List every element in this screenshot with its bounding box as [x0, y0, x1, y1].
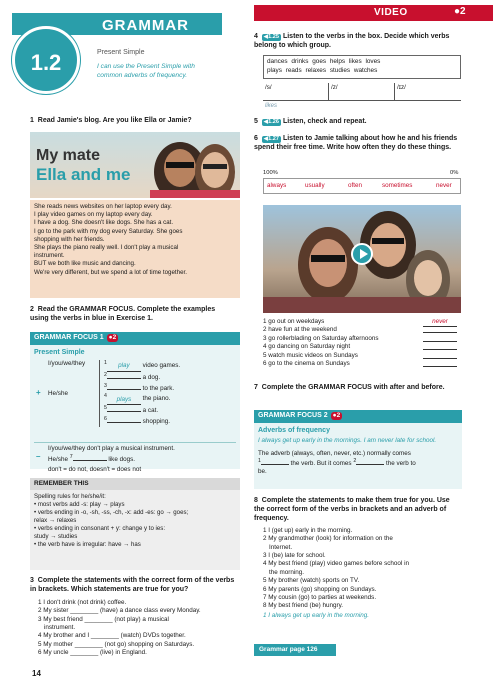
answer-blank[interactable] [107, 422, 141, 423]
list-item: 5 watch music videos on Sundays [263, 352, 463, 360]
exercise-text: Listen to Jamie talking about how he and his friends spend their free time. Write how often they do these things. [254, 135, 458, 152]
grammar-page-link[interactable]: Grammar page 126 [254, 644, 336, 656]
exercise-text: Read the GRAMMAR FOCUS. Complete the examples using the verbs in blue in Exercise 1. [30, 306, 216, 323]
grammar-focus-badge: ●2 [108, 334, 117, 341]
example-word: likes [265, 103, 278, 109]
list-item: 1 I don't drink (not drink) coffee. [38, 599, 127, 606]
remember-line: relax → relaxes [34, 516, 77, 524]
answer-blank[interactable] [73, 460, 107, 461]
list-item: Internet. [269, 543, 293, 551]
answer-example: 1 I always get up early in the morning. [263, 611, 370, 619]
lesson-circle [12, 26, 80, 94]
answer-blank[interactable] [423, 326, 457, 333]
adverb-label: sometimes [382, 182, 413, 189]
list-item: 8 My best friend (be) hungry. [263, 602, 344, 610]
remember-bar: REMEMBER THIS [30, 478, 240, 490]
answer-blank[interactable] [107, 378, 141, 379]
list-item: 5 My mother ________ (not go) shopping on Saturdays. [38, 640, 195, 648]
list-item: 6 go to the cinema on Sundays [263, 360, 463, 368]
lesson-number: 1.2 [30, 50, 62, 75]
blog-line: We're very different, but we spend a lot of time together. [34, 268, 187, 276]
grammar-focus-heading: Adverbs of frequency [258, 427, 330, 434]
exercise-number: 5 [254, 118, 258, 125]
lesson-aim: I can use the Present Simple with common adverbs of frequency. [97, 63, 195, 79]
negative-example-2: He/she $^7$ like dogs. [48, 453, 135, 463]
exercise-number: 1 [30, 117, 34, 124]
list-item: 7 My cousin (go) to parties at weekends. [263, 593, 377, 601]
grammar-rule: The adverb (always, often, never, etc.) normally comes $^1$ the verb. But it comes $^2$ the verb to be. [258, 449, 416, 476]
list-item: the morning. [269, 568, 305, 576]
scale-high-label: 100% [263, 170, 278, 176]
exercise-text: Read Jamie's blog. Are you like Ella or Jamie? [37, 117, 192, 124]
exercise-3 [30, 576, 242, 594]
answer-blank[interactable] [107, 389, 141, 390]
exercise-text: Listen to the verbs in the box. Decide which verbs belong to which group. [254, 33, 450, 50]
answer-blank[interactable] [423, 335, 457, 342]
list-item: 4 My best friend (play) video games before school in [263, 560, 409, 568]
word-box-line: plays reads relaxes studies watches [267, 66, 378, 74]
sound-column-z: /z/ [329, 83, 395, 101]
audio-track-icon[interactable]: ◀1.25 [263, 34, 279, 40]
blog-title-line-1: My mate [36, 147, 101, 164]
adverb-label: never [436, 182, 452, 189]
list-item: 2 My sister ________ (have) a dance class every Monday. [38, 607, 201, 615]
blog-line: She reads news websites on her laptop every day. [34, 203, 172, 210]
exercise-3-items [38, 599, 243, 658]
list-item: 2 have fun at the weekend [263, 326, 463, 334]
sound-column-s: /s/ [263, 83, 329, 101]
blog-title-line-2: Ella and me [36, 165, 131, 184]
subject-i-you: I/you/we/they [48, 360, 86, 368]
blog-line: BUT we both like music and dancing. [34, 260, 136, 268]
blog-line: I play video games on my laptop every day. [34, 211, 153, 219]
blog-line: shopping with her friends. [34, 235, 105, 243]
grammar-example: I always get up early in the mornings. I am never late for school. [258, 437, 437, 445]
word-box [263, 55, 461, 79]
video-badge: ●2 [454, 6, 466, 17]
list-item: 6 My uncle ________ (live) in England. [38, 649, 147, 657]
answer-blank[interactable] [261, 464, 289, 465]
plus-sign: + [36, 388, 41, 398]
focus-row: $^4$ plays the piano. [104, 393, 229, 405]
answer-blank[interactable]: plays [107, 396, 141, 406]
grammar-focus-1-bar [30, 332, 240, 345]
negative-example-1: I/you/we/they don't play a musical instrument. [48, 445, 175, 453]
sound-column-iz: /ɪz/ [397, 84, 406, 91]
blog-line: I have a dog. She doesn't like dogs. She has a cat. [34, 219, 174, 227]
subject-he-she: He/she [48, 390, 68, 398]
grammar-focus-2-box [254, 423, 462, 489]
remember-box [30, 490, 240, 570]
list-item: 4 My brother and I ________ (watch) DVDs together. [38, 632, 186, 640]
adverb-label: always [267, 182, 287, 189]
exercise-8-items [263, 527, 463, 620]
focus-row: $^3$ to the park. [104, 382, 175, 392]
grammar-title: GRAMMAR [102, 17, 189, 34]
answer-blank[interactable] [423, 352, 457, 359]
answer-blank[interactable] [423, 343, 457, 350]
answer-blank[interactable]: never [423, 318, 457, 327]
exercise-6-items [263, 318, 463, 368]
lesson-subtitle: Present Simple [97, 49, 145, 56]
exercise-number: 7 [254, 384, 258, 391]
exercise-5 [254, 118, 367, 127]
grammar-focus-badge: ●2 [332, 412, 341, 419]
focus-row: $^2$ a dog. [104, 372, 161, 382]
exercise-number: 3 [30, 577, 34, 584]
exercise-number: 4 [254, 33, 258, 40]
exercise-number: 6 [254, 135, 258, 142]
exercise-number: 2 [30, 306, 34, 313]
list-item: 3 I (be) late for school. [263, 552, 326, 560]
contraction-note: don't = do not, doesn't = does not [48, 466, 142, 474]
exercise-8 [254, 496, 462, 523]
exercise-text: Listen, check and repeat. [282, 118, 367, 125]
exercise-text: Complete the GRAMMAR FOCUS with after and before. [261, 384, 445, 391]
scale-low-label: 0% [450, 170, 459, 176]
grammar-focus-title: GRAMMAR FOCUS 2 [258, 412, 328, 419]
remember-line: Spelling rules for he/she/it: [34, 493, 106, 500]
list-item: 1 I (get up) early in the morning. [263, 527, 353, 534]
minus-sign: – [36, 452, 41, 462]
list-item: 3 go rollerblading on Saturday afternoons [263, 335, 463, 343]
blog-line: I go to the park with my dog every Saturday. She goes [34, 227, 183, 235]
blog-line: instrument. [34, 252, 65, 260]
video-thumbnail[interactable] [263, 205, 461, 313]
blog-text [30, 200, 240, 298]
list-item: 5 My brother (watch) sports on TV. [263, 577, 360, 585]
focus-row: $^6$ shopping. [104, 415, 170, 425]
word-box-line: dances drinks goes helps likes loves [267, 58, 381, 65]
answer-blank[interactable]: play [107, 362, 141, 372]
adverb-label: usually [305, 182, 325, 189]
list-item: 2 My grandmother (look) for information on the [263, 535, 393, 543]
adverb-label: often [348, 182, 363, 189]
answer-blank[interactable] [107, 411, 141, 412]
audio-track-icon[interactable]: ◀1.27 [263, 136, 279, 142]
list-item: instrument. [44, 624, 76, 632]
grammar-focus-2-bar [254, 410, 462, 423]
remember-line: • most verbs add -s: play → plays [34, 500, 125, 508]
grammar-focus-1-box [30, 345, 240, 474]
exercise-4 [254, 32, 464, 50]
list-item: 3 My best friend ________ (not play) a musical [38, 615, 169, 623]
list-item: 4 go dancing on Saturday night [263, 343, 463, 351]
exercise-6 [254, 134, 462, 152]
answer-blank[interactable] [356, 464, 384, 465]
answer-blank[interactable] [423, 360, 457, 367]
remember-line: • verbs ending in -o, -sh, -ss, -ch, -x: add -es: go → goes; [34, 508, 189, 516]
sound-table [263, 83, 461, 101]
exercise-text: Complete the statements to make them true for you. Use the correct form of the verbs in brackets and an adverb of frequency. [254, 497, 450, 523]
blog-line: She plays the piano really well. I don't play a musical [34, 243, 179, 251]
exercise-7 [254, 383, 462, 392]
frequency-scale [263, 178, 461, 194]
exercise-2 [30, 305, 235, 323]
remember-line: • verbs ending in consonant + y: change y to ies: [34, 524, 166, 532]
audio-track-icon[interactable]: ◀1.26 [263, 119, 279, 125]
list-item: 6 My parents (go) shopping on Sundays. [263, 585, 377, 593]
play-button-icon[interactable] [351, 243, 373, 265]
exercise-text: Complete the statements with the correct form of the verbs in brackets. Which statements are true for you? [30, 577, 235, 594]
focus-row: $^5$ a cat. [104, 405, 159, 415]
exercise-number: 8 [254, 497, 258, 504]
exercise-1 [30, 117, 245, 126]
video-label: VIDEO [374, 7, 408, 18]
page-number: 14 [32, 669, 41, 678]
list-item: 1 go out on weekdays never [263, 318, 463, 326]
remember-line: study → studies [34, 532, 78, 540]
remember-line: • the verb have is irregular: have → has [34, 540, 141, 548]
grammar-focus-title: GRAMMAR FOCUS 1 [34, 334, 104, 341]
focus-row: $^1$ play video games. [104, 360, 229, 372]
grammar-focus-heading: Present Simple [34, 349, 85, 356]
